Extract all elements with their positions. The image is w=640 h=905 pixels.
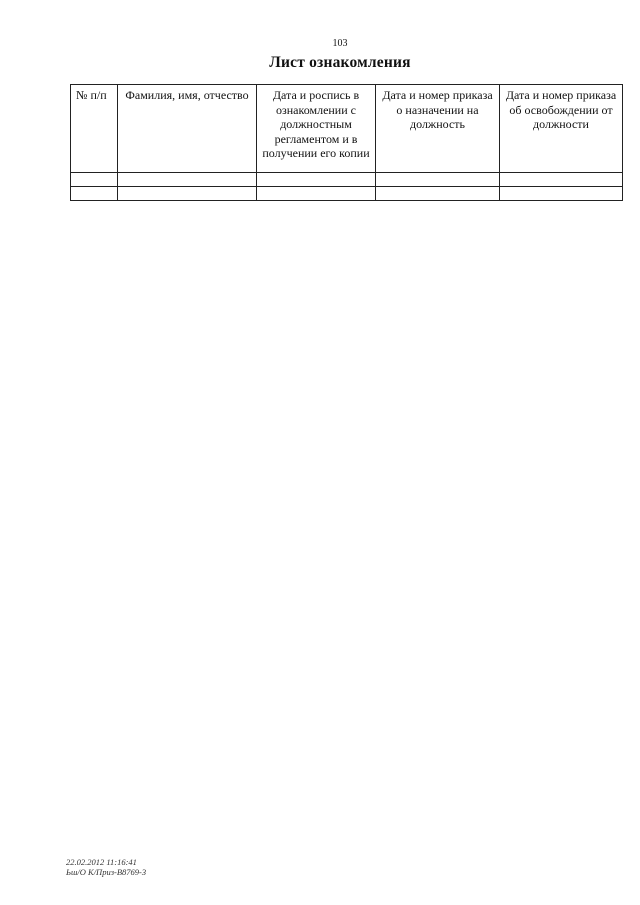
page-number: 103: [332, 38, 348, 49]
table-cell: [118, 173, 257, 187]
table-cell: [376, 187, 500, 201]
document-footer-meta: [66, 857, 146, 877]
column-header-number: № п/п: [71, 85, 118, 173]
acknowledgement-table: [70, 84, 623, 201]
table-cell: [118, 187, 257, 201]
footer-timestamp: 22.02.2012 11:16:41: [66, 857, 137, 867]
table-row: [71, 187, 623, 201]
table-row: [71, 173, 623, 187]
footer-document-code: Ьш/О К/Приз-В8769-3: [66, 867, 147, 877]
table-cell: [376, 173, 500, 187]
table-cell: [500, 187, 623, 201]
table-header-row: [71, 85, 623, 173]
table-cell: [257, 187, 376, 201]
table-cell: [500, 173, 623, 187]
column-header-acknowledgement-date: Дата и роспись в ознакомлении с должностным регламентом и в получении его копии: [257, 85, 376, 173]
table-cell: [71, 173, 118, 187]
document-title: Лист ознакомления: [269, 54, 411, 71]
table-cell: [71, 187, 118, 201]
column-header-appointment-order: Дата и номер приказа о назначении на должность: [376, 85, 500, 173]
table-cell: [257, 173, 376, 187]
column-header-full-name: Фамилия, имя, отчество: [118, 85, 257, 173]
column-header-dismissal-order: Дата и номер приказа об освобождении от должности: [500, 85, 623, 173]
